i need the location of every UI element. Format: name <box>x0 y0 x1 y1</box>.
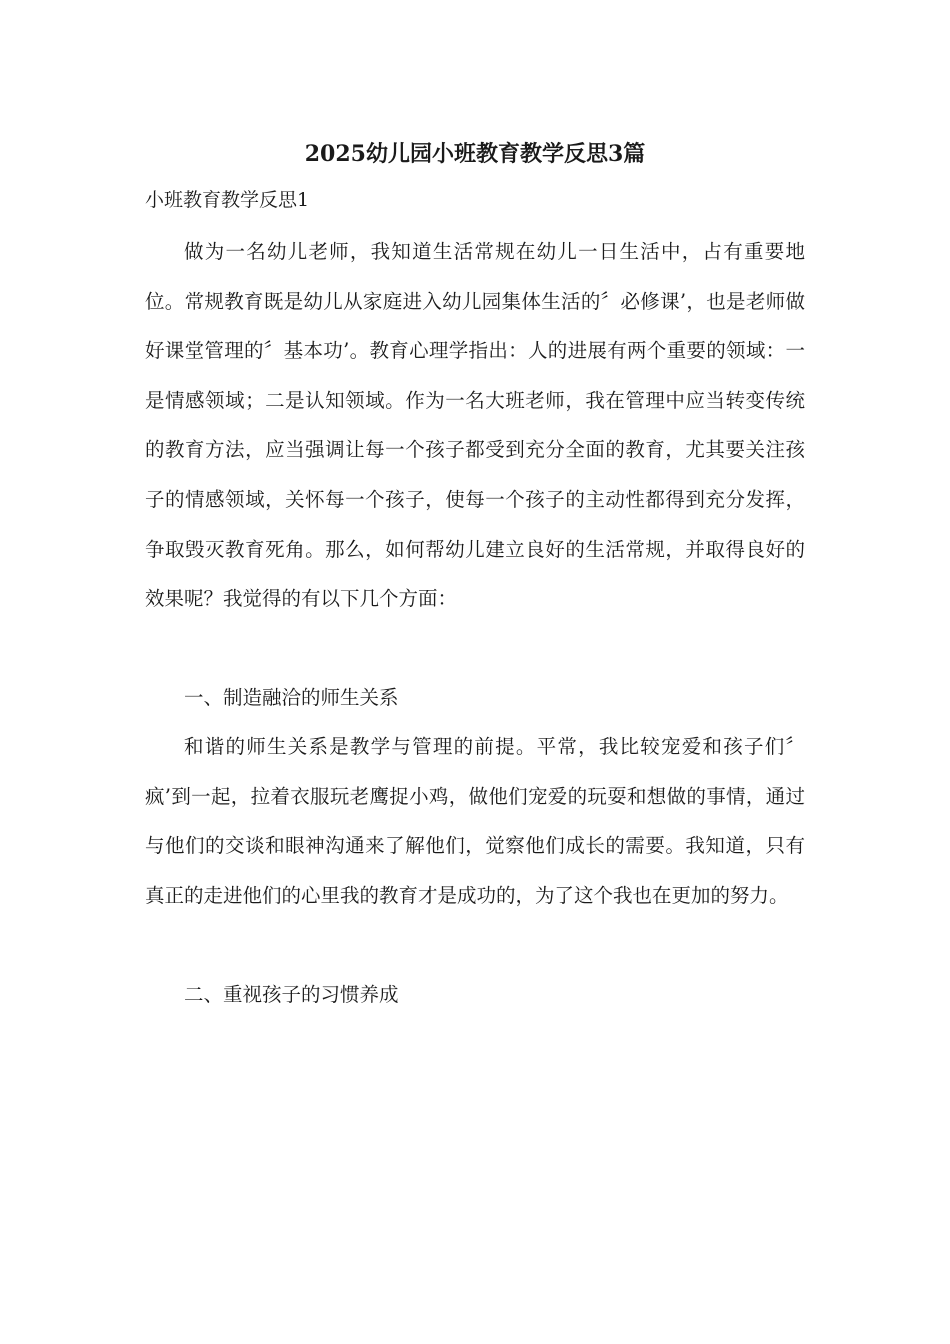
heading-point-one: 一、制造融洽的师生关系 <box>184 686 399 709</box>
section-subtitle: 小班教育教学反思1 <box>145 189 310 211</box>
paragraph-intro: 做为一名幼儿老师，我知道生活常规在幼儿一日生活中，占有重要地位。常规教育既是幼儿从家庭进入幼儿园集体生活的〞必修课’，也是老师做好课堂管理的〞基本功’。教育心理学指出：人的进展有两个重要的领域：一是情感领域；二是认知领域。作为一名大班老师，我在管理中应当转变传统的教育方法，应当强调让每一个孩子都受到充分全面的教育，尤其要关注孩子的情感领域，关怀每一个孩子，使每一个孩子的主动性都得到充分发挥，争取毁灭教育死角。那么，如何帮幼儿建立良好的生活常规，并取得良好的效果呢？我觉得的有以下几个方面： <box>145 240 805 611</box>
paragraph-point-one: 和谐的师生关系是教学与管理的前提。平常，我比较宠爱和孩子们〞疯’到一起，拉着衣服玩老鹰捉小鸡，做他们宠爱的玩耍和想做的事情，通过与他们的交谈和眼神沟通来了解他们，觉察他们成长的需要。我知道，只有真正的走进他们的心里我的教育才是成功的，为了这个我也在更加的努力。 <box>145 735 805 907</box>
heading-point-two: 二、重视孩子的习惯养成 <box>184 983 399 1006</box>
document-title: 2025幼儿园小班教育教学反思3篇 <box>304 141 646 167</box>
